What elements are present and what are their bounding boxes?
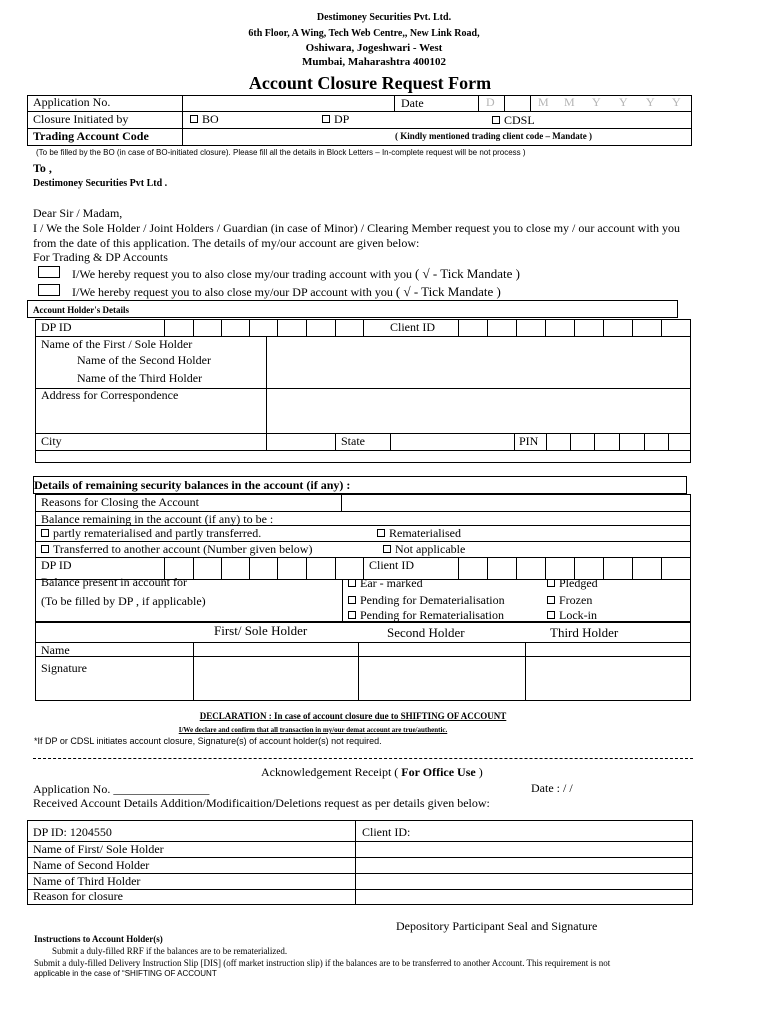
checkbox-icon[interactable]	[547, 611, 555, 619]
dp-close-checkbox[interactable]	[38, 284, 60, 296]
acknowledgement-title: Acknowledgement Receipt ( For Office Use )	[261, 765, 483, 779]
letter-body-2: from the date of this application. The details of my/our account are given below:	[33, 236, 420, 250]
date-year-3[interactable]: Y	[646, 95, 655, 109]
cut-line	[33, 758, 693, 759]
ack-dp-id: DP ID: 1204550	[33, 825, 112, 839]
holder-names-field[interactable]	[270, 338, 688, 386]
checkbox-icon[interactable]	[190, 115, 198, 123]
trading-close-checkbox[interactable]	[38, 266, 60, 278]
option-rematerialised[interactable]: Rematerialised	[377, 526, 461, 541]
sig-third-holder-header: Third Holder	[550, 625, 619, 640]
ack-first-holder: Name of First/ Sole Holder	[33, 842, 164, 856]
ack-second-holder: Name of Second Holder	[33, 858, 150, 872]
fill-note: (To be filled by the BO (in case of BO-initiated closure). Please fill all the details in Block Letters – In-complete request will be not process )	[36, 148, 526, 157]
option-lockin[interactable]: Lock-in	[547, 608, 597, 623]
ack-third-holder: Name of Third Holder	[33, 874, 141, 888]
date-label: Date	[401, 96, 424, 110]
holder-dp-id-label: DP ID	[41, 320, 72, 334]
address-label: Address for Correspondence	[41, 388, 179, 402]
sig-third-holder-field[interactable]	[528, 658, 688, 699]
sig-second-holder-field[interactable]	[361, 658, 522, 699]
instruction-line-2: Submit a duly-filled Delivery Instruction Slip [DIS] (off market instruction slip) if the balances are to be transferred to another Account. This requirement is not	[34, 958, 611, 968]
option-cdsl[interactable]: CDSL	[492, 113, 535, 128]
application-no-field[interactable]	[188, 97, 388, 109]
state-label: State	[341, 434, 365, 448]
declaration-title: DECLARATION : In case of account closure due to SHIFTING OF ACCOUNT	[199, 711, 507, 721]
filled-by-dp-note: (To be filled by DP , if applicable)	[41, 594, 206, 608]
balances-section-title: Details of remaining security balances in the account (if any) :	[34, 478, 351, 492]
closure-initiated-label: Closure Initiated by	[33, 112, 129, 126]
address-field[interactable]	[270, 390, 688, 431]
ack-reason: Reason for closure	[33, 889, 123, 903]
reasons-field[interactable]	[345, 496, 687, 509]
company-address-line-3: Mumbai, Maharashtra 400102	[302, 56, 446, 68]
checkbox-icon[interactable]	[322, 115, 330, 123]
salutation: Dear Sir / Madam,	[33, 206, 123, 220]
form-title: Account Closure Request Form	[248, 73, 492, 93]
letter-to: To ,	[33, 161, 52, 175]
checkbox-icon[interactable]	[41, 529, 49, 537]
instructions-title: Instructions to Account Holder(s)	[34, 934, 163, 944]
holder-client-id-label: Client ID	[390, 320, 435, 334]
dp-seal-signature: Depository Participant Seal and Signature	[396, 919, 598, 933]
balance-present-label: Balance present in account for	[41, 575, 187, 589]
date-year-4[interactable]: Y	[672, 95, 681, 109]
request-trading-text: I/We hereby request you to also close my/our trading account with you ( √ - Tick Mandate )	[72, 266, 520, 281]
option-pending-demat[interactable]: Pending for Dematerialisation	[348, 593, 505, 608]
reasons-label: Reasons for Closing the Account	[41, 495, 199, 509]
option-pledged[interactable]: Pledged	[547, 576, 598, 591]
date-year-2[interactable]: Y	[619, 95, 628, 109]
option-transferred[interactable]: Transferred to another account (Number given below)	[41, 542, 312, 557]
ack-date: Date : / /	[531, 781, 573, 795]
sig-second-holder-header: Second Holder	[387, 625, 465, 640]
city-label: City	[41, 434, 62, 448]
letter-body-1: I / We the Sole Holder / Joint Holders / Guardian (in case of Minor) / Clearing Member request you to close my / our account with you	[33, 221, 680, 235]
option-dp[interactable]: DP	[322, 112, 349, 127]
instruction-line-1: Submit a duly-filled RRF if the balances are to be rematerialized.	[52, 946, 288, 956]
checkbox-icon[interactable]	[41, 545, 49, 553]
checkbox-icon[interactable]	[348, 596, 356, 604]
ack-application-no: Application No. ________________	[33, 782, 210, 796]
letter-to-company: Destimoney Securities Pvt Ltd .	[33, 178, 168, 189]
date-month-1[interactable]: M	[538, 95, 549, 109]
for-accounts-label: For Trading & DP Accounts	[33, 250, 168, 264]
application-no-label: Application No.	[33, 95, 111, 109]
ack-client-id: Client ID:	[362, 825, 411, 839]
first-holder-label: Name of the First / Sole Holder	[41, 337, 193, 351]
company-address-line-2: Oshiwara, Jogeshwari - West	[305, 42, 443, 54]
company-address-line-1: 6th Floor, A Wing, Tech Web Centre,, New Link Road,	[248, 28, 480, 39]
third-holder-label: Name of the Third Holder	[77, 371, 203, 385]
request-dp-text: I/We hereby request you to also close my/our DP account with you ( √ - Tick Mandate )	[72, 284, 501, 299]
second-holder-label: Name of the Second Holder	[77, 353, 211, 367]
option-pending-remat[interactable]: Pending for Rematerialisation	[348, 608, 504, 623]
date-day-1[interactable]: D	[486, 95, 495, 109]
option-partly[interactable]: partly rematerialised and partly transferred.	[41, 526, 261, 541]
balances-client-id-label: Client ID	[369, 558, 414, 572]
date-year-1[interactable]: Y	[592, 95, 601, 109]
option-bo[interactable]: BO	[190, 112, 219, 127]
checkbox-icon[interactable]	[348, 611, 356, 619]
balance-remaining-label: Balance remaining in the account (if any) to be :	[41, 512, 274, 526]
option-not-applicable[interactable]: Not applicable	[383, 542, 465, 557]
balances-dp-id-label: DP ID	[41, 558, 72, 572]
sig-first-holder-field[interactable]	[196, 658, 355, 699]
declaration-text: I/We declare and confirm that all transaction in my/our demat account are true/authentic.	[178, 726, 448, 734]
trading-code-note: ( Kindly mentioned trading client code – Mandate )	[395, 131, 592, 141]
checkbox-icon[interactable]	[547, 579, 555, 587]
ack-received-text: Received Account Details Addition/Modificaition/Deletions request as per details given below:	[33, 796, 490, 810]
pin-label: PIN	[519, 434, 539, 448]
checkbox-icon[interactable]	[492, 116, 500, 124]
trading-code-label: Trading Account Code	[33, 129, 149, 143]
sig-signature-label: Signature	[41, 661, 87, 675]
holder-section-title: Account Holder's Details	[33, 305, 129, 315]
sig-name-label: Name	[41, 643, 70, 657]
checkbox-icon[interactable]	[348, 579, 356, 587]
declaration-note: *If DP or CDSL initiates account closure, Signature(s) of account holder(s) not required.	[34, 736, 382, 746]
checkbox-icon[interactable]	[547, 596, 555, 604]
checkbox-icon[interactable]	[383, 545, 391, 553]
instruction-line-3: applicable in the case of “SHIFTING OF ACCOUNT	[34, 969, 217, 978]
date-month-2[interactable]: M	[564, 95, 575, 109]
company-name: Destimoney Securities Pvt. Ltd.	[316, 12, 452, 23]
option-earmarked[interactable]: Ear - marked	[348, 576, 423, 591]
sig-first-holder-header: First/ Sole Holder	[214, 623, 308, 638]
option-frozen[interactable]: Frozen	[547, 593, 592, 608]
checkbox-icon[interactable]	[377, 529, 385, 537]
